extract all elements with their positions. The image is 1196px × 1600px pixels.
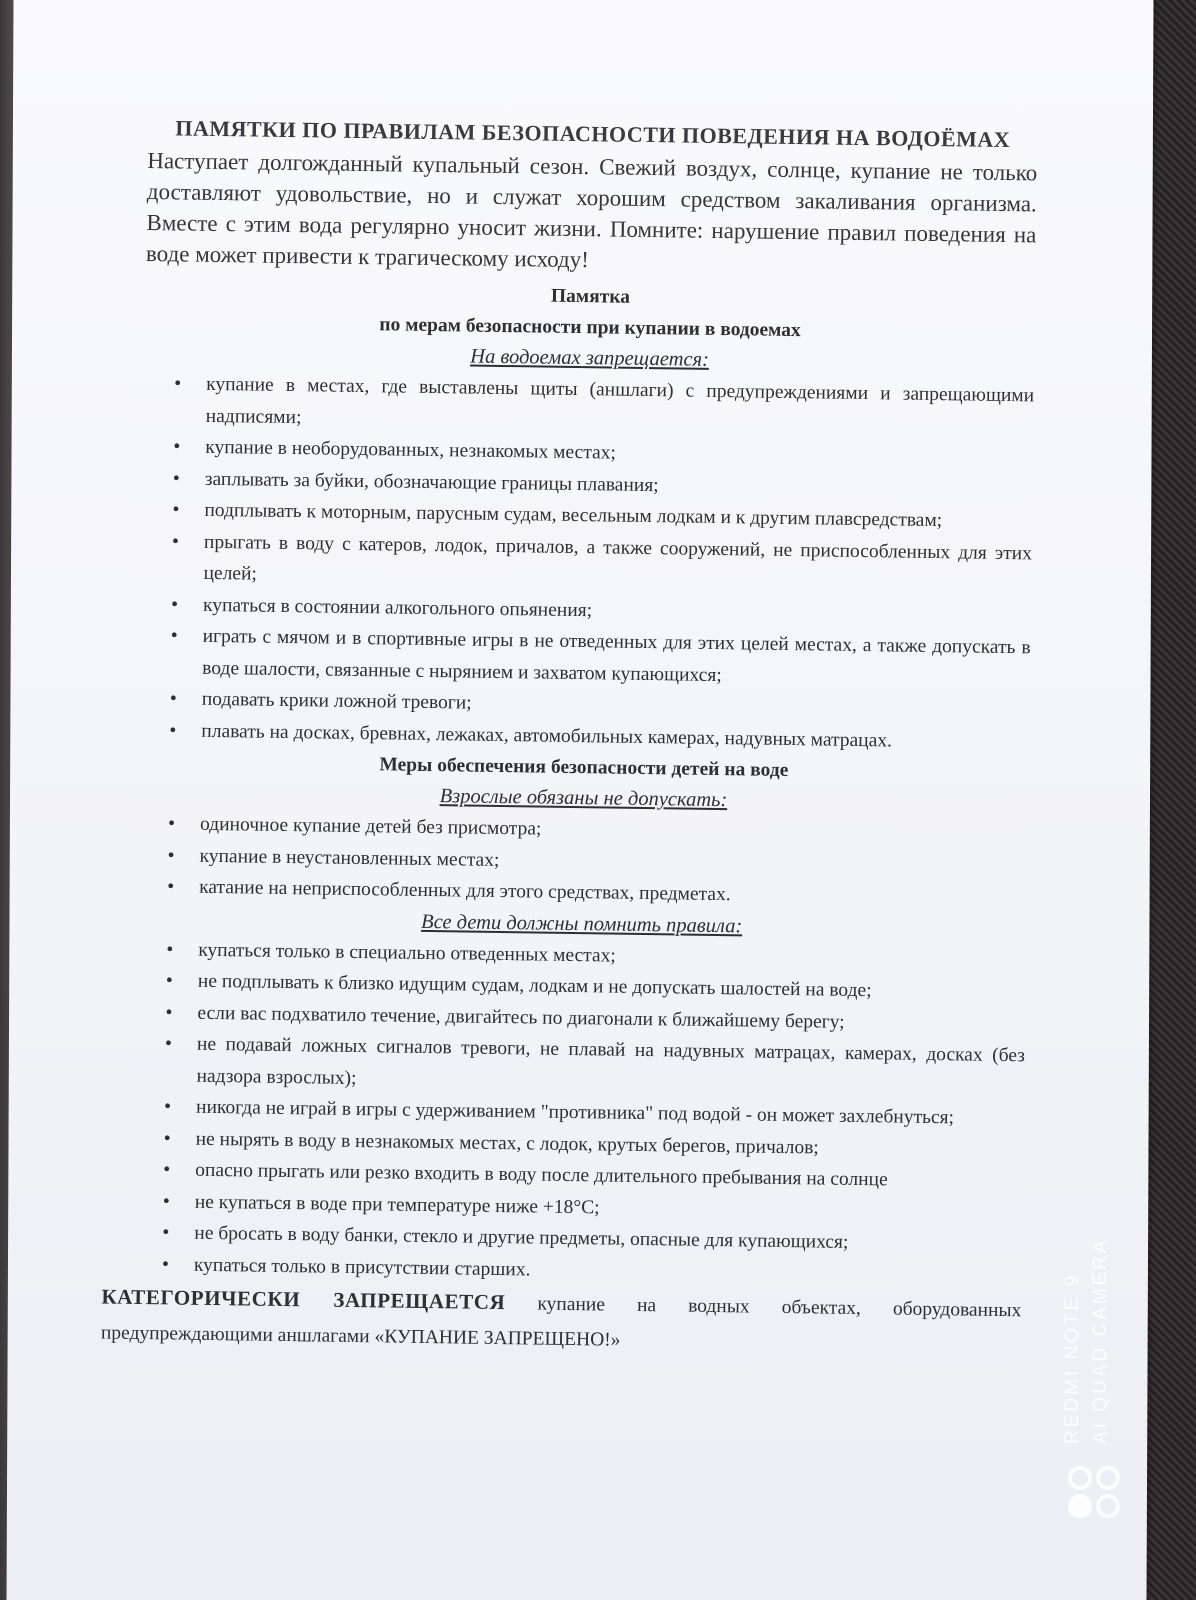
document-title: ПАМЯТКИ ПО ПРАВИЛАМ БЕЗОПАСНОСТИ ПОВЕДЕНИЯ НА ВОДОЁМАХ bbox=[175, 115, 1011, 153]
bullet-icon: • bbox=[167, 843, 175, 866]
list-item: • катание на неприспособленных для этого средствах, предметах. bbox=[137, 871, 1027, 915]
list-item: • прыгать в воду с катеров, лодок, причалов, а также сооружений, не приспособленных для этих целей; bbox=[141, 525, 1032, 600]
list-item: • одиночное купание детей без присмотра; bbox=[138, 808, 1028, 852]
bullet-icon: • bbox=[169, 687, 177, 710]
bullet-icon: • bbox=[163, 1126, 171, 1149]
bullet-icon: • bbox=[171, 529, 180, 552]
camera-logo-icon bbox=[1064, 1462, 1124, 1522]
bullet-icon: • bbox=[169, 718, 177, 741]
prohibited-heading: На водоемах запрещается: bbox=[470, 345, 710, 371]
list-item: • играть с мячом и в спортивные игры в не отведенных для этих целей местах, а также допускать в воде шалости, связанные с нырянием и захватом купающихся; bbox=[140, 620, 1031, 695]
prohibited-list bbox=[139, 368, 1034, 758]
list-item: • не бросать в воду банки, стекло и другие предметы, опасные для купающихся; bbox=[132, 1217, 1022, 1261]
list-item: • не подплывать к близко идущим судам, лодкам и не допускать шалостей на воде; bbox=[136, 965, 1026, 1009]
bullet-icon: • bbox=[164, 1032, 173, 1055]
bullet-icon: • bbox=[167, 875, 175, 898]
intro-paragraph: Наступает долгожданный купальный сезон. Свежий воздух, солнце, купание не только доставляют удовольствие, но и служат хорошим средством закаливания организма. Вместе с этим вода регулярно уносит жизни. Помните: нарушение правил поведения на воде может привести к трагическому исходу! bbox=[145, 147, 1038, 273]
list-item: • подавать крики ложной тревоги; bbox=[140, 683, 1030, 727]
list-item: • опасно прыгать или резко входить в воду после длительного пребывания на солнце bbox=[133, 1154, 1023, 1198]
list-item: • купаться только в присутствии старших. bbox=[132, 1248, 1022, 1292]
list-item: • купание в необорудованных, незнакомых местах; bbox=[143, 431, 1033, 475]
bullet-icon: • bbox=[162, 1221, 170, 1244]
list-item: • подплывать к моторным, парусным судам, весельным лодкам и к другим плавсредствам; bbox=[142, 494, 1032, 538]
list-item: • не нырять в воду в незнакомых местах, с лодок, крутых берегов, причалов; bbox=[133, 1122, 1023, 1166]
bullet-icon: • bbox=[167, 812, 176, 835]
bullet-icon: • bbox=[165, 1000, 173, 1023]
camera-watermark bbox=[1062, 1210, 1132, 1450]
bullet-icon: • bbox=[170, 624, 178, 647]
list-item: • не купаться в воде при температуре ниже +18°С; bbox=[133, 1185, 1023, 1229]
adults-list bbox=[137, 808, 1028, 915]
final-warning bbox=[101, 1279, 1022, 1363]
bullet-icon: • bbox=[163, 1158, 171, 1181]
bullet-icon: • bbox=[166, 937, 174, 960]
document-content bbox=[100, 112, 1038, 1363]
bullet-icon: • bbox=[161, 1252, 170, 1275]
bullet-icon: • bbox=[173, 435, 181, 458]
bullet-icon: • bbox=[163, 1095, 172, 1118]
final-warning-text: купание на водных объектах, оборудованных предупреждающими аншлагами «КУПАНИЕ ЗАПРЕЩЕНО!» bbox=[100, 1293, 1022, 1351]
bullet-icon: • bbox=[174, 372, 182, 395]
list-item: • купание в неустановленных местах; bbox=[137, 839, 1027, 883]
list-item: • если вас подхватило течение, двигайтесь по диагонали к ближайшему берегу; bbox=[135, 996, 1025, 1040]
list-item: • купаться только в специально отведенных местах; bbox=[136, 933, 1026, 977]
list-item: • заплывать за буйки, обозначающие границы плавания; bbox=[143, 462, 1033, 506]
list-item: • купание в местах, где выставлены щиты (аншлаги) с предупреждениями и запрещающими надписями; bbox=[144, 368, 1035, 443]
list-item: • не подавай ложных сигналов тревоги, не плавай на надувных матрацах, камерах, досках (без надзора взрослых); bbox=[134, 1028, 1025, 1103]
list-item: • плавать на досках, бревнах, лежаках, автомобильных камерах, надувных матрацах. bbox=[139, 714, 1029, 758]
bullet-icon: • bbox=[170, 592, 179, 615]
bullet-icon: • bbox=[162, 1189, 170, 1212]
kids-rules-heading: Все дети должны помнить правила: bbox=[420, 910, 743, 937]
memo-heading: Памятка bbox=[550, 285, 631, 308]
adults-heading: Взрослые обязаны не допускать: bbox=[439, 785, 728, 812]
bullet-icon: • bbox=[172, 498, 180, 521]
list-item: • купаться в состоянии алкогольного опьянения; bbox=[141, 588, 1031, 632]
watermark-line-2: AI QUAD CAMERA bbox=[1090, 1237, 1111, 1444]
bullet-icon: • bbox=[172, 466, 181, 489]
bullet-icon: • bbox=[165, 969, 174, 992]
kids-rules-list bbox=[132, 933, 1027, 1292]
children-safety-heading: Меры обеспечения безопасности детей на воде bbox=[379, 754, 789, 782]
list-item: • никогда не играй в игры с удерживанием "противника" под водой - он может захлебнуться; bbox=[134, 1091, 1024, 1135]
memo-subheading: по мерам безопасности при купании в водоемах bbox=[379, 314, 801, 342]
watermark-line-1: REDMI NOTE 9 bbox=[1062, 1272, 1083, 1444]
final-warning-bold: КАТЕГОРИЧЕСКИ ЗАПРЕЩАЕТСЯ bbox=[101, 1284, 506, 1315]
